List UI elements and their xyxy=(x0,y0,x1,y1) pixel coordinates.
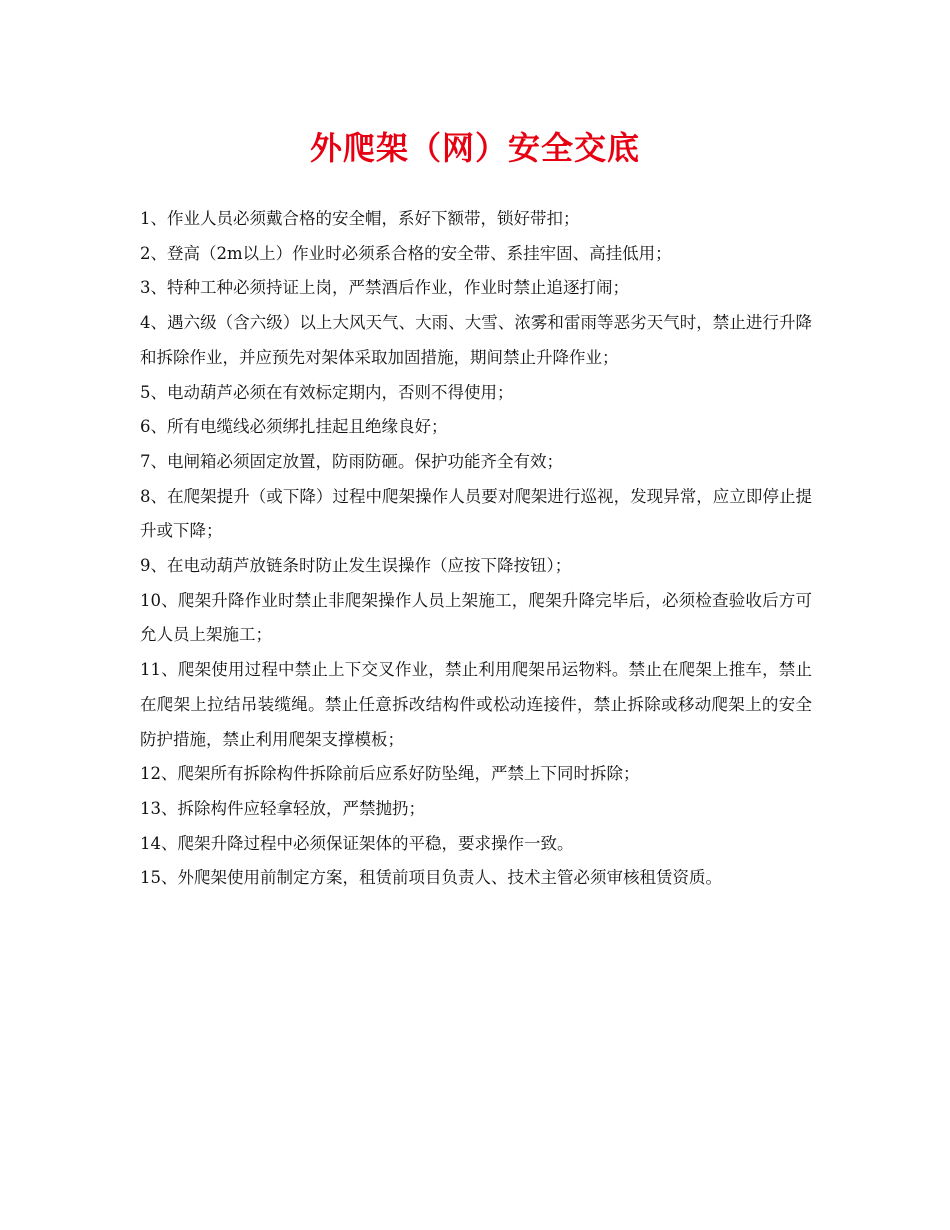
list-item: 8、在爬架提升（或下降）过程中爬架操作人员要对爬架进行巡视，发现异常，应立即停止提升或下降； xyxy=(140,486,812,541)
list-item: 11、爬架使用过程中禁止上下交叉作业，禁止利用爬架吊运物料。禁止在爬架上推车，禁止在爬架上拉结吊装缆绳。禁止任意拆改结构件或松动连接件，禁止拆除或移动爬架上的安全防护措施，禁止利用爬架支撑模板； xyxy=(140,660,812,749)
document-title: 外爬架（网）安全交底 xyxy=(309,129,640,167)
list-item: 15、外爬架使用前制定方案，租赁前项目负责人、技术主管必须审核租赁资质。 xyxy=(140,868,722,888)
safety-rules-list xyxy=(140,202,812,896)
list-item: 2、登高（2m以上）作业时必须系合格的安全带、系挂牢固、高挂低用； xyxy=(140,243,672,263)
list-item: 1、作业人员必须戴合格的安全帽，系好下额带，锁好带扣； xyxy=(140,209,580,228)
list-item: 5、电动葫芦必须在有效标定期内，否则不得使用； xyxy=(140,382,514,402)
list-item: 12、爬架所有拆除构件拆除前后应系好防坠绳，严禁上下同时拆除； xyxy=(140,764,640,784)
list-item: 3、特种工种必须持证上岗，严禁酒后作业，作业时禁止追逐打闹； xyxy=(140,278,629,298)
list-item: 6、所有电缆线必须绑扎挂起且绝缘良好； xyxy=(140,417,448,437)
list-item: 13、拆除构件应轻拿轻放，严禁抛扔； xyxy=(140,798,425,818)
list-item: 9、在电动葫芦放链条时防止发生误操作（应按下降按钮）； xyxy=(140,556,572,576)
list-item: 10、爬架升降作业时禁止非爬架操作人员上架施工，爬架升降完毕后，必须检查验收后方可允人员上架施工； xyxy=(140,590,812,645)
list-item: 7、电闸箱必须固定放置，防雨防砸。保护功能齐全有效； xyxy=(140,451,563,471)
list-item: 4、遇六级（含六级）以上大风天气、大雨、大雪、浓雾和雷雨等恶劣天气时，禁止进行升降和拆除作业，并应预先对架体采取加固措施，期间禁止升降作业； xyxy=(140,313,812,367)
list-item: 14、爬架升降过程中必须保证架体的平稳，要求操作一致。 xyxy=(140,833,574,853)
